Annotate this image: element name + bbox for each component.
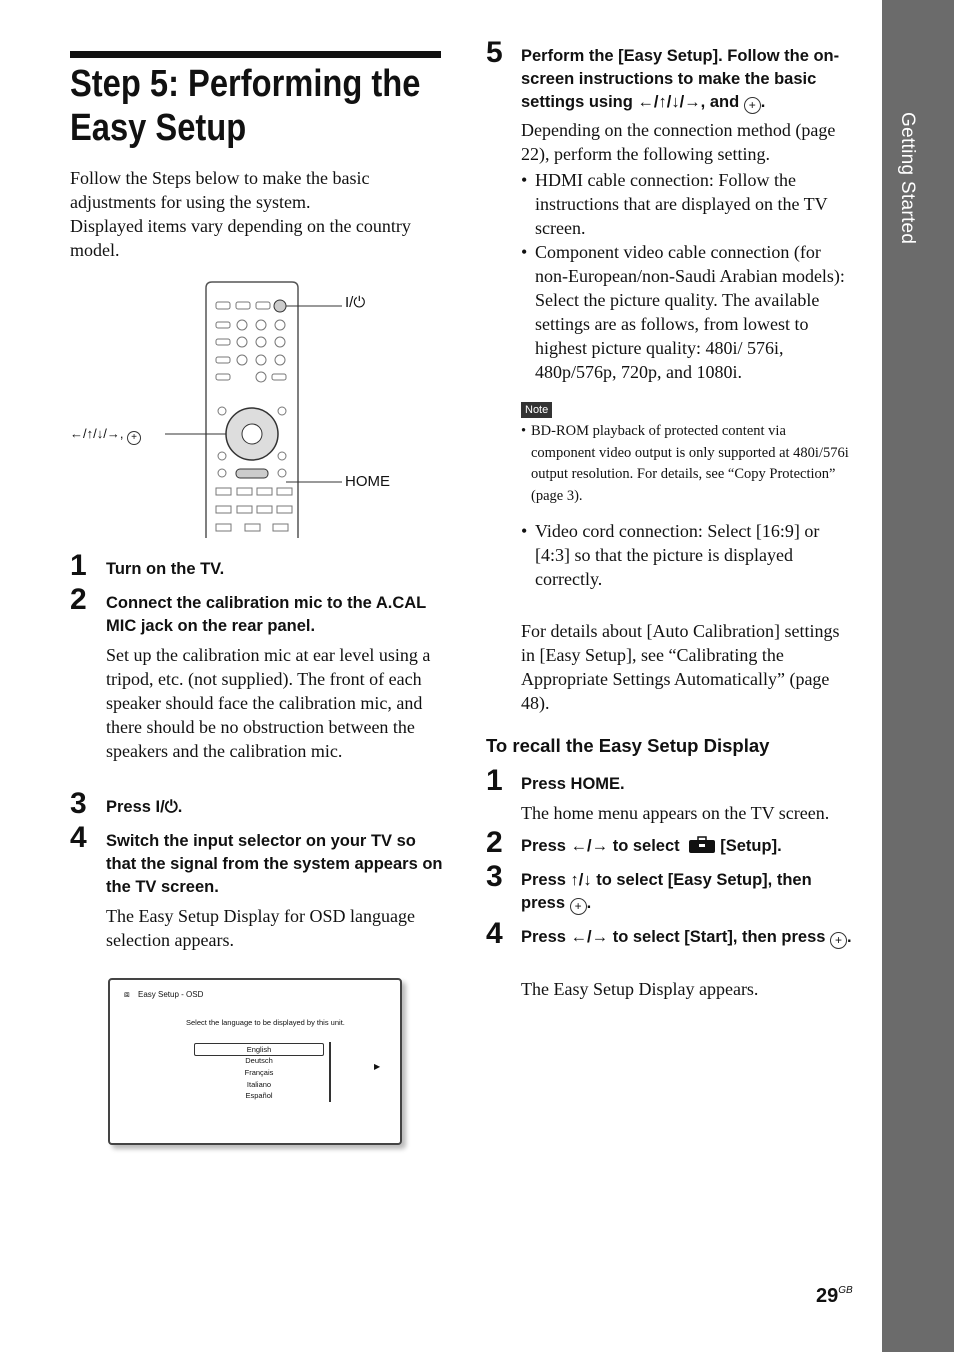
- step-number: 2: [486, 826, 503, 859]
- osd-scrollbar: [329, 1042, 331, 1102]
- step-body: Depending on the connection method (page 22), perform the following setting.: [521, 120, 836, 164]
- bullet-item: • Video cord connection: Select [16:9] or [4:3] so that the picture is displayed correctly.: [521, 519, 856, 591]
- step-heading-end: .: [847, 928, 852, 946]
- step-heading: Turn on the TV.: [106, 560, 225, 578]
- page-title: Step 5: Performing the Easy Setup: [70, 63, 421, 149]
- step-body: The Easy Setup Display appears.: [521, 979, 759, 999]
- step-heading: [521, 835, 851, 858]
- step-heading-text: Press ↑/↓ to select [Easy Setup], then press: [521, 871, 812, 912]
- step-heading: Press HOME.: [521, 775, 625, 793]
- step-number: 4: [70, 821, 87, 854]
- intro-text-1: Follow the Steps below to make the basic adjustments for using the system.: [70, 168, 370, 212]
- enter-icon: +: [570, 898, 587, 915]
- osd-prompt: Select the language to be displayed by this unit.: [186, 1018, 345, 1027]
- osd-language-item: English: [246, 1045, 272, 1054]
- osd-language-item: Français: [244, 1068, 274, 1077]
- right-arrow-icon: ▶: [374, 1062, 381, 1071]
- remote-callout-lines: [160, 280, 350, 540]
- step-number: 5: [486, 36, 503, 69]
- osd-screen: [108, 978, 402, 1145]
- enter-icon: +: [830, 932, 847, 949]
- arrow-keys-label: [70, 426, 141, 445]
- step-heading: [521, 926, 856, 949]
- step-heading: [521, 45, 851, 114]
- step-heading-end: .: [586, 894, 592, 912]
- step-number: 3: [70, 787, 87, 820]
- section-heading: To recall the Easy Setup Display: [486, 735, 770, 756]
- step-number: 2: [70, 583, 87, 616]
- toolbox-icon: ⧈: [124, 989, 130, 999]
- page-number: [816, 1285, 853, 1308]
- osd-language-item: Español: [245, 1091, 273, 1100]
- enter-icon: +: [127, 431, 141, 445]
- enter-icon: +: [744, 97, 761, 114]
- step-number: 1: [70, 549, 87, 582]
- step-number: 3: [486, 860, 503, 893]
- step-heading-end: .: [760, 93, 766, 111]
- connection-bullets: [521, 168, 856, 384]
- step-body: The Easy Setup Display for OSD language selection appears.: [106, 906, 415, 950]
- page-number-suffix: GB: [838, 1285, 853, 1296]
- bullet-item: • HDMI cable connection: Follow the instructions that are displayed on the TV screen.: [521, 168, 856, 240]
- home-label: HOME: [345, 473, 390, 490]
- note-list: [521, 421, 851, 507]
- step-heading-text: Press ←/→ to select: [521, 837, 680, 855]
- details-text: For details about [Auto Calibration] settings in [Easy Setup], see “Calibrating the Appropriate Settings Automatically” (page 48).: [521, 621, 840, 713]
- step-number: 4: [486, 917, 503, 950]
- step-number: 1: [486, 764, 503, 797]
- step-heading: Connect the calibration mic to the A.CAL MIC jack on the rear panel.: [106, 594, 426, 635]
- bullet-item: • Component video cable connection (for non-European/non-Saudi Arabian models): Select the picture quality. The available settings are as follows, from lowest to highest picture quality: 480i/ 576i, 480p/576p, 720p, and 1080i.: [521, 240, 856, 384]
- osd-language-item: Deutsch: [245, 1056, 273, 1065]
- step-heading-text: Perform the [Easy Setup]. Follow the on-screen instructions to make the basic settings using ←/↑/↓/→, and: [521, 47, 840, 111]
- step-heading-end: [Setup].: [720, 837, 782, 855]
- step-heading: Switch the input selector on your TV so that the signal from the system appears on the TV screen.: [106, 832, 443, 896]
- step-body: The home menu appears on the TV screen.: [521, 803, 830, 823]
- toolbox-icon: [688, 836, 716, 854]
- power-label: I/⏻: [345, 294, 366, 311]
- page-number-value: 29: [816, 1285, 839, 1307]
- intro-text-2: Displayed items vary depending on the country model.: [70, 216, 411, 260]
- step-heading-text: Press ←/→ to select [Start], then press: [521, 928, 826, 946]
- step-heading: Press I/⏻.: [106, 798, 183, 816]
- note-item: • BD-ROM playback of protected content via component video output is only supported at 480i/576i output resolution. For details, see “Copy Protection” (page 3).: [521, 421, 851, 507]
- title-rule: [70, 51, 441, 58]
- osd-language-item: Italiano: [246, 1080, 272, 1089]
- video-cord-bullet: [521, 519, 856, 591]
- arrow-keys-text: ←/↑/↓/→,: [70, 426, 124, 441]
- side-tab-label: Getting Started: [897, 112, 918, 245]
- note-badge: Note: [521, 402, 552, 418]
- step-body: Set up the calibration mic at ear level using a tripod, etc. (not supplied). The front of each speaker should face the calibration mic, and there should be no obstruction between the speakers and the calibration mic.: [106, 645, 431, 761]
- step-heading: [521, 869, 856, 915]
- side-tab: [882, 0, 954, 1352]
- osd-title: Easy Setup - OSD: [138, 990, 204, 999]
